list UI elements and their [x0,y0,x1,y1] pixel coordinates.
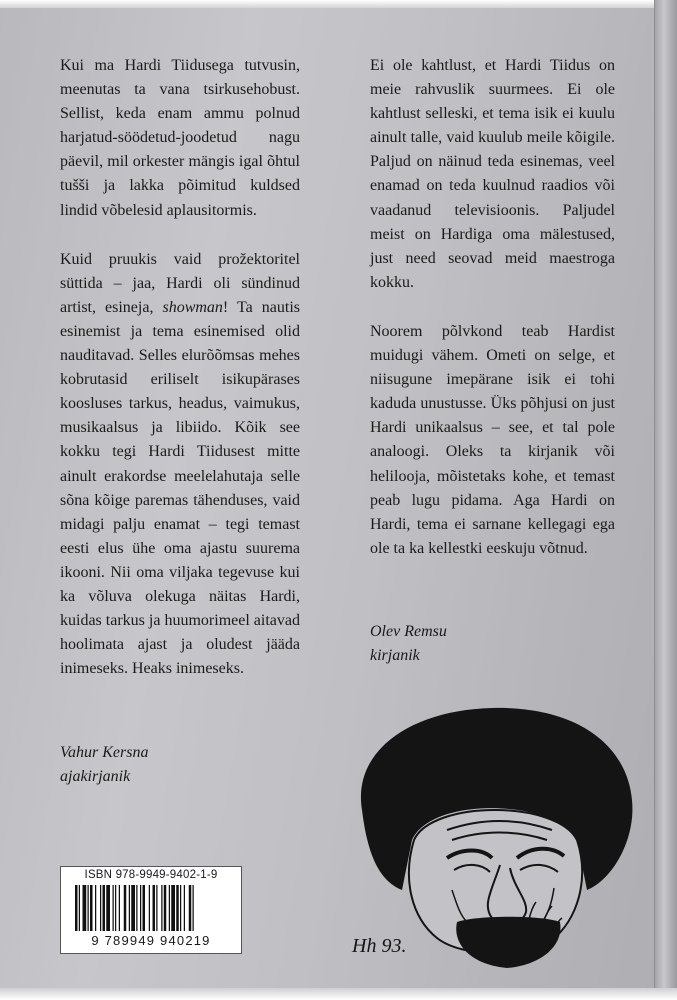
right-text-column [370,54,615,586]
left-paragraph-1: Kui ma Hardi Tiidusega tutvusin, meenutas ta vana tsirkusehobust. Sellist, keda enam ammu polnud harjatud-söödetud-joodetud nagu päevil, mil orkester mängis igal õhtul tušši ja lakka põimitud kuldsed lindid võbelesid aplausitormis. [60,57,300,219]
barcode-bar [153,885,156,931]
right-signature [370,620,447,668]
barcode-bar [161,885,162,931]
left-paragraph-2-start: Kuid pruukis vaid prožektoritel süttida – jaa, Hardi oli sündinud artist, esineja, [60,250,300,316]
barcode-bars [75,885,227,933]
left-text-column [60,54,300,706]
barcode-bar [113,885,114,931]
barcode-bar [164,885,167,931]
barcode-bar [103,885,106,931]
barcode-bar [88,885,89,931]
cover-bottom-edge [0,988,677,1000]
barcode-bar [136,885,137,931]
right-signature-role: kirjanik [370,647,420,664]
barcode-bar [90,885,93,931]
barcode-bar [180,885,181,931]
left-signature-name: Vahur Kersna [60,744,149,761]
barcode-bar [169,885,170,931]
barcode-bar [83,885,87,931]
barcode-bar [79,885,80,931]
barcode-bar [129,885,130,931]
right-paragraph-1: Ei ole kahtlust, et Hardi Tiidus on meie rahvuslik suurmees. Ei ole kahtlust selleski, et tema isik ei kuulu ainult talle, vaid kuulub meile kõigile. Paljud on näinud teda esinemas, veel enamad on teda kuulnud raadios või vaadanud televisioonis. Paljudel meist on Hardiga oma mälestused, just need seovad meid maestroga kokku. [370,57,615,291]
isbn-number: ISBN 978-9949-9402-1-9 [84,869,218,881]
showman-word: showman [162,298,223,316]
cover-top-edge [0,0,677,8]
barcode-bar [143,885,146,931]
barcode-bar [115,885,116,931]
ean-digits: 9 789949 940219 [91,933,211,948]
isbn-barcode [60,866,242,954]
barcode-bar [75,885,78,931]
barcode-bar [184,885,185,931]
barcode-bar [106,885,110,931]
barcode-bar [119,885,120,931]
spine-edge [654,0,677,1000]
left-signature-role: ajakirjanik [60,768,131,785]
barcode-bar [156,885,157,931]
right-paragraph-2: Noorem põlvkond teab Hardist muidugi vähem. Ometi on selge, et niisugune imepärane isik ei tohi kaduda unustusse. Üks põhjusi on just Hardi unikaalsus – see, et tal pole analoogi. Oleks ta kirjanik või helilooja, mõistetaks kohe, et temast peab lugu pidama. Aga Hardi on Hardi, tema ei sarnane kellegagi ega ole ta ka kellestki eeskuju võtnud. [370,322,615,557]
barcode-bar [149,885,150,931]
barcode-bar [100,885,101,931]
left-signature [60,741,148,789]
barcode-bar [140,885,141,931]
beard [456,917,560,968]
right-signature-name: Olev Remsu [370,623,447,640]
artist-signature: Hh 93. [352,935,407,957]
caricature-drawing [342,690,642,970]
barcode-bar [171,885,175,931]
left-paragraph-2-rest: ! Ta nautis esinemist ja tema esinemised olid nauditavad. Selles elurõõmsas mehes kobrutasid eriliselt isikupärases koosluses tarkus, headus, vaimukus, musikaalsus ja libiido. Kõik see kokku tegi Hardi Tiidusest mitte ainult erakordse meelelahutaja selle sõna kõige paremas tähenduses, vaid midagi palju enamat – tegi temast eesti elus ühe oma ajastu suurema ikooni. Nii oma viljaka tegevuse kui ka võluva olekuga näitas Hardi, kuidas tarkus ja huumorimeel aitavad hoolimata ajast ja oludest jääda inimeseks. Heaks inimeseks. [60,298,300,678]
barcode-bar [131,885,135,931]
barcode-bar [189,885,192,931]
barcode-bar [193,885,194,931]
barcode-bar [124,885,127,931]
barcode-bar [176,885,179,931]
barcode-bar [95,885,96,931]
left-paragraph-2 [60,248,300,682]
